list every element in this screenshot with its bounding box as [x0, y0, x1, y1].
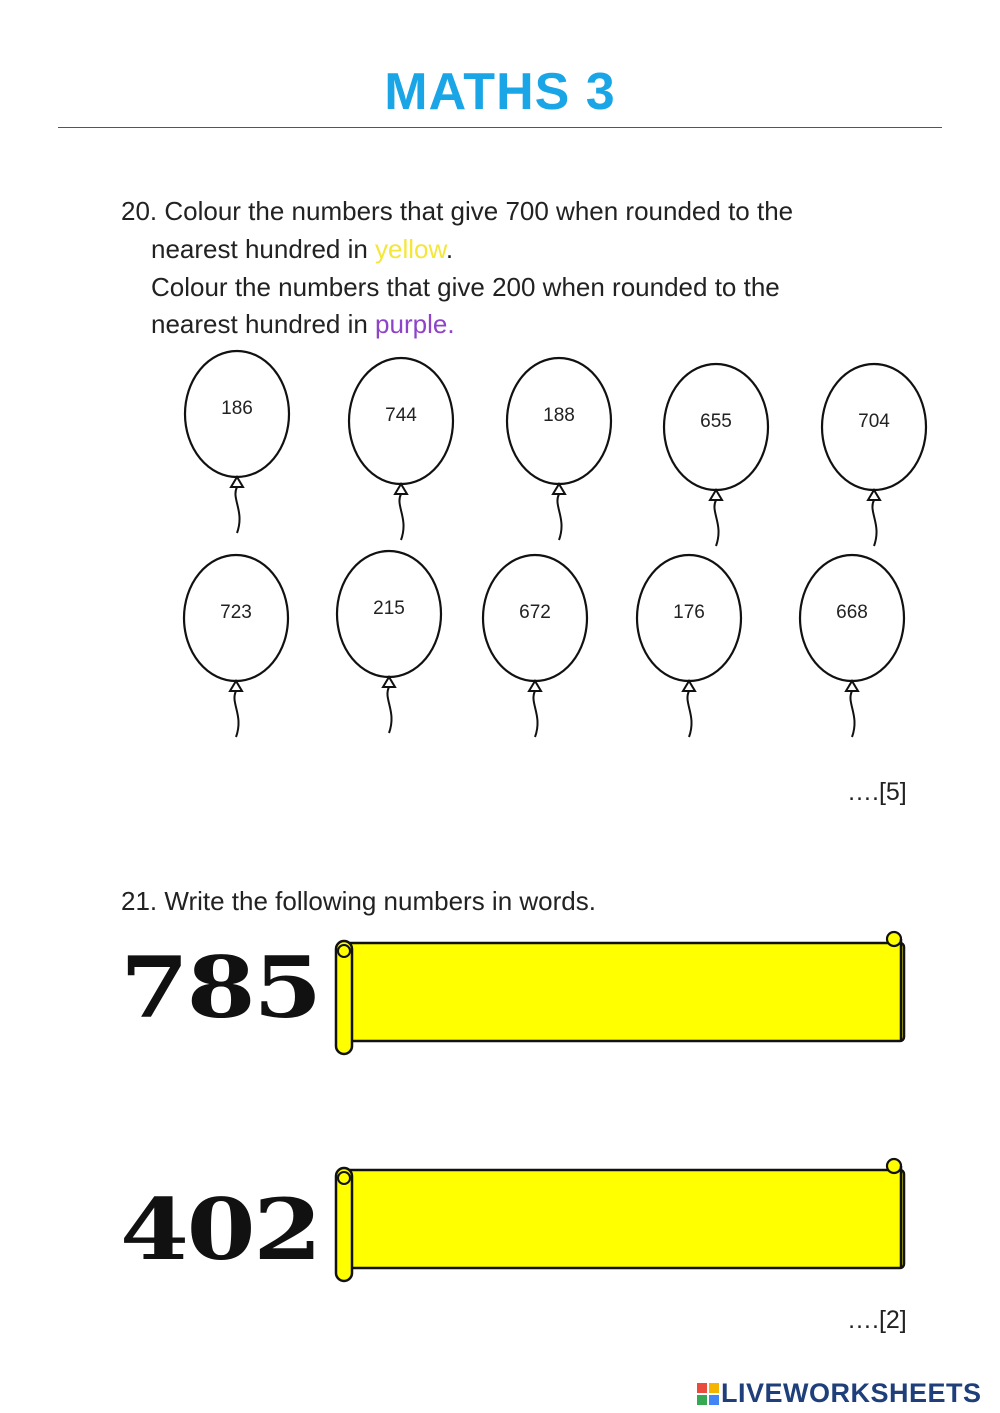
- number-402: 402: [120, 1180, 320, 1279]
- balloon-number: 668: [836, 602, 868, 623]
- q20-marks: ….[5]: [847, 778, 907, 806]
- scroll-curl: [338, 945, 350, 957]
- scroll-curl: [887, 932, 901, 946]
- q20-line4-prefix: nearest hundred in: [151, 309, 376, 339]
- footer-logo: [697, 1378, 982, 1409]
- balloon-number: 215: [373, 598, 405, 619]
- q21-marks: ….[2]: [847, 1306, 907, 1334]
- balloon-number: 704: [858, 411, 890, 432]
- balloon-number: 188: [543, 405, 575, 426]
- balloon-number: 186: [221, 398, 253, 419]
- q20-instruction-line1: 20. Colour the numbers that give 700 when rounded to the: [121, 196, 794, 226]
- q20-instruction-line3: Colour the numbers that give 200 when rounded to the: [151, 272, 780, 302]
- liveworksheets-logo-icon: [697, 1383, 719, 1405]
- answer-banner[interactable]: [336, 932, 904, 1054]
- keyword-yellow: yellow: [375, 234, 446, 264]
- balloon-number: 744: [385, 405, 417, 426]
- footer-brand: LIVEWORKSHEETS: [721, 1378, 982, 1408]
- balloon-number: 672: [519, 602, 551, 623]
- page-title: MATHS 3: [384, 63, 616, 121]
- scroll-curl: [338, 1172, 350, 1184]
- balloon-number: 176: [673, 602, 705, 623]
- q20-line2-suffix: .: [445, 234, 454, 264]
- balloon-number: 655: [700, 411, 732, 432]
- answer-field[interactable]: [344, 1170, 904, 1268]
- answer-field[interactable]: [344, 943, 904, 1041]
- q21-instruction: 21. Write the following numbers in words.: [121, 886, 596, 916]
- balloon-number: 723: [220, 602, 252, 623]
- q20-line2-prefix: nearest hundred in: [151, 234, 376, 264]
- answer-banner[interactable]: [336, 1159, 904, 1281]
- keyword-purple: purple.: [375, 309, 455, 339]
- number-785: 785: [120, 938, 320, 1037]
- scroll-curl: [887, 1159, 901, 1173]
